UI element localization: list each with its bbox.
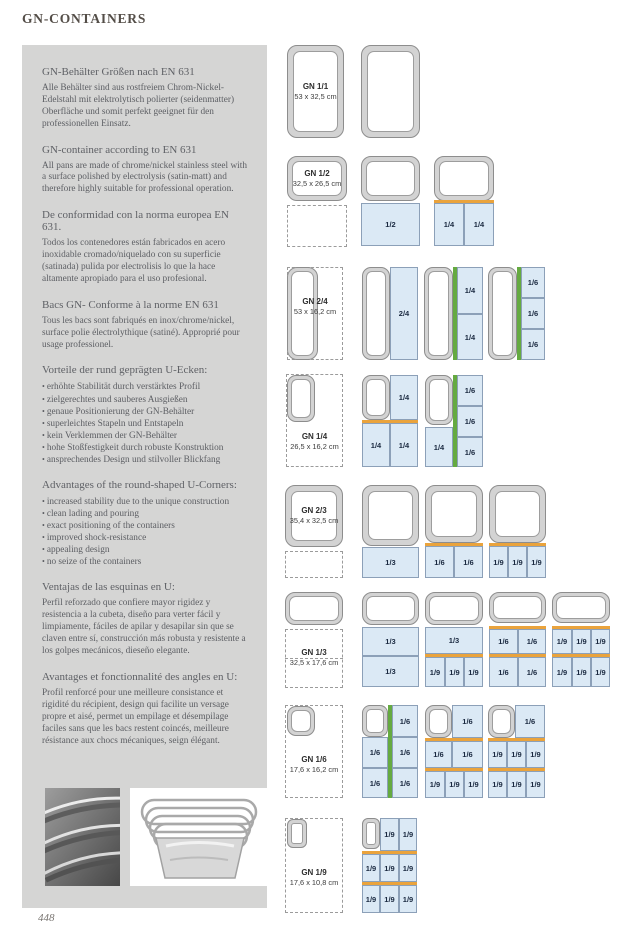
sidebar-heading: Bacs GN- Conforme à la norme EN 631 — [42, 298, 219, 311]
divider-green — [453, 267, 457, 360]
gn-pan-opening — [493, 596, 542, 619]
sidebar-paragraph: Profil renforcé pour une meilleure consistance et rigidité du récipient, design qui facilite un versage propre et aisé, permet un empilage et désempilage faciles sans que les bacs restent coincés, meilleure résistance aux chocs mécaniques, seign élégant. — [42, 687, 229, 746]
divider-green — [453, 375, 457, 467]
sidebar-heading: Advantages of the round-shaped U-Corners: — [42, 479, 237, 492]
partition-cell: 1/6 — [452, 705, 483, 738]
gn-pan — [287, 819, 307, 848]
sidebar-heading: Vorteile der rund geprägten U-Ecken: — [42, 364, 208, 377]
gn-size-label — [288, 46, 343, 137]
gn-size-name: GN 1/9 — [301, 868, 327, 877]
sidebar-bullet: • appealing design — [42, 544, 250, 556]
gn-size-dimensions: 32,5 x 17,6 cm — [289, 658, 339, 667]
gn-pan — [425, 705, 452, 738]
gn-size-dimensions: 17,6 x 16,2 cm — [289, 765, 339, 774]
gn-pan — [489, 592, 546, 623]
gn-size-label — [285, 868, 343, 887]
gn-pan — [287, 706, 315, 736]
gn-pan-opening — [429, 379, 449, 421]
gn-size-name: GN 2/4 — [302, 297, 328, 306]
gn-size-name: GN 1/3 — [301, 648, 327, 657]
gn-pan-opening — [439, 161, 489, 196]
partition-cell: 1/9 — [380, 818, 399, 851]
partition-cell: 1/6 — [521, 267, 545, 298]
gn-size-dimensions: 32,5 x 26,5 cm — [292, 178, 342, 188]
divider-orange — [434, 200, 494, 203]
partition-cell: 1/6 — [457, 437, 483, 467]
gn-pan — [362, 267, 390, 360]
partition-cell: 1/6 — [425, 741, 452, 768]
gn-pan-opening — [429, 709, 448, 734]
divider-orange — [425, 654, 483, 657]
partition-cell: 1/6 — [521, 298, 545, 329]
partition-cell: 1/6 — [454, 546, 483, 578]
gn-pan-opening — [368, 491, 413, 540]
sidebar-bullet: • erhöhte Stabilität durch verstärktes Profil — [42, 381, 250, 393]
partition-cell: 1/9 — [399, 885, 417, 913]
sidebar-bullet: • increased stability due to the unique construction — [42, 496, 250, 508]
partition-cell: 1/3 — [362, 627, 419, 656]
partition-cell: 1/4 — [390, 375, 418, 420]
partition-cell: 1/4 — [362, 423, 390, 467]
divider-orange — [425, 768, 483, 771]
partition-cell: 1/6 — [521, 329, 545, 360]
partition-cell: 1/3 — [425, 627, 483, 654]
sidebar-bullet: • superleichtes Stapeln und Entstapeln — [42, 418, 250, 430]
sidebar-paragraph: Alle Behälter sind aus rostfreiem Chrom-Nickel-Edelstahl mit elektrolytisch polierter (seidenmatter) Oberfläche und somit perfekt geeignet für den professionellen Einsatz. — [42, 83, 235, 129]
gn-pan — [489, 485, 546, 543]
sidebar-heading: De conformidad con la norma europea EN 631. — [42, 209, 229, 234]
gn-pan — [361, 156, 420, 201]
sidebar-paragraph: Perfil reforzado que confiere mayor rigidez y resistencia a la cubeta, diseño para verter fácil y limpiamente, fáciles de apilar y desapilar sin que se claven entre sí, construcción más robusta y resistente a los golpes mecánicos, dieseño elegante. — [42, 598, 246, 657]
partition-cell: 1/9 — [526, 741, 545, 768]
gn-size-label — [288, 157, 346, 200]
partition-cell: 1/9 — [572, 629, 591, 654]
gn-size-name: GN 1/1 — [302, 81, 329, 91]
partition-cell: 1/9 — [527, 546, 546, 578]
gn-size-name: GN 1/4 — [301, 432, 328, 441]
sidebar-heading: GN-container according to EN 631 — [42, 143, 197, 156]
gn-size-name: GN 2/3 — [301, 506, 327, 516]
partition-cell: 1/9 — [362, 854, 380, 882]
gn-pan — [488, 267, 517, 360]
gn-pan — [362, 818, 380, 849]
partition-cell: 1/6 — [515, 705, 545, 738]
gn-outline-dashed — [285, 551, 343, 578]
divider-orange — [488, 768, 545, 771]
partition-cell: 1/9 — [488, 771, 507, 798]
partition-cell: 1/9 — [380, 885, 399, 913]
partition-cell: 1/6 — [362, 768, 388, 798]
gn-pan-opening — [291, 823, 303, 844]
gn-size-label — [285, 755, 343, 774]
gn-pan-opening — [495, 491, 540, 537]
partition-cell: 1/9 — [552, 657, 572, 687]
gn-pan-opening — [291, 379, 311, 418]
gn-pan-opening — [366, 709, 384, 733]
gn-pan — [434, 156, 494, 201]
gn-outline-dashed — [287, 205, 347, 247]
gn-pan — [552, 592, 610, 623]
gn-size-dimensions: 26,5 x 16,2 cm — [290, 442, 339, 451]
gn-size-dimensions: 35,4 x 32,5 cm — [289, 516, 339, 526]
partition-cell: 1/9 — [488, 741, 507, 768]
page-number: 448 — [38, 912, 55, 924]
partition-cell: 1/9 — [552, 629, 572, 654]
gn-pan — [362, 375, 390, 420]
sidebar-paragraph: Todos los contenedores están fabricados en acero inoxidable cromado/niquelado con su superficie (satinada) pulida por electrolisis lo que la hace altamente apropiado para el uso profesional. — [42, 238, 226, 284]
gn-size-dimensions: 53 x 16,2 cm — [293, 307, 337, 316]
sidebar-bullet: • hohe Stoßfestigkeit durch robuste Konstruktion — [42, 442, 250, 454]
divider-orange — [489, 654, 546, 657]
divider-orange — [362, 420, 418, 423]
gn-pan — [425, 375, 453, 425]
divider-orange — [362, 851, 417, 854]
partition-cell: 1/9 — [399, 818, 417, 851]
sidebar-bullet: • no seize of the containers — [42, 556, 250, 568]
partition-cell: 1/9 — [425, 771, 445, 798]
partition-cell: 1/9 — [526, 771, 545, 798]
partition-cell: 1/2 — [361, 203, 420, 246]
partition-cell: 1/9 — [464, 657, 483, 687]
partition-cell: 1/9 — [445, 657, 464, 687]
partition-cell: 2/4 — [390, 267, 418, 360]
partition-cell: 1/6 — [489, 657, 518, 687]
gn-pan — [285, 485, 343, 547]
gn-pan-opening — [289, 596, 339, 621]
gn-pan — [287, 156, 347, 201]
sidebar-bullet: • kein Verklemmen der GN-Behälter — [42, 430, 250, 442]
gn-size-label — [286, 432, 343, 451]
gn-size-dimensions: 17,6 x 10,8 cm — [289, 878, 339, 887]
divider-orange — [362, 882, 417, 885]
divider-orange — [425, 738, 483, 741]
gn-pan — [424, 267, 453, 360]
partition-cell: 1/4 — [457, 314, 483, 360]
partition-cell: 1/4 — [425, 427, 453, 467]
sidebar-bullet: • exact positioning of the containers — [42, 520, 250, 532]
gn-pan-opening — [366, 822, 376, 845]
partition-cell: 1/9 — [507, 771, 526, 798]
partition-cell: 1/6 — [392, 737, 418, 768]
partition-cell: 1/9 — [464, 771, 483, 798]
partition-cell: 1/3 — [362, 656, 419, 687]
gn-pan — [362, 485, 419, 546]
partition-cell: 1/6 — [425, 546, 454, 578]
gn-pan — [287, 375, 315, 422]
partition-cell: 1/9 — [572, 657, 591, 687]
gn-pan-opening — [431, 491, 477, 537]
gn-size-dimensions: 53 x 32,5 cm — [294, 91, 337, 101]
gn-pan-opening — [492, 271, 513, 356]
gn-pan — [361, 45, 420, 138]
partition-cell: 1/4 — [434, 203, 464, 246]
sidebar-bullet: • improved shock-resistance — [42, 532, 250, 544]
divider-orange — [488, 738, 545, 741]
gn-pan-opening — [367, 51, 414, 132]
divider-orange — [425, 543, 483, 546]
gn-pan-opening — [428, 271, 449, 356]
divider-orange — [552, 626, 610, 629]
sidebar-heading: GN-Behälter Größen nach EN 631 — [42, 66, 195, 78]
sidebar-heading: Avantages et fonctionnalité des angles en U: — [42, 670, 238, 683]
partition-cell: 1/9 — [362, 885, 380, 913]
partition-cell: 1/6 — [518, 657, 546, 687]
partition-cell: 1/9 — [489, 546, 508, 578]
partition-cell: 1/6 — [392, 768, 418, 798]
sidebar-paragraph: All pans are made of chrome/nickel stainless steel with a surface polished by electrolysis (satin-matt) and therefore highly suitable for professional operation. — [42, 160, 247, 195]
gn-pan — [425, 485, 483, 543]
partition-cell: 1/3 — [362, 547, 419, 578]
partition-cell: 1/9 — [445, 771, 464, 798]
gn-size-name: GN 1/2 — [304, 168, 330, 178]
partition-cell: 1/6 — [362, 737, 388, 768]
partition-cell: 1/9 — [507, 741, 526, 768]
sidebar-heading: Ventajas de las esquinas en U: — [42, 581, 175, 594]
partition-cell: 1/4 — [457, 267, 483, 314]
divider-orange — [489, 543, 546, 546]
partition-cell: 1/6 — [457, 406, 483, 437]
gn-pan — [362, 592, 419, 625]
gn-pan-opening — [366, 379, 386, 416]
page-title: GN-CONTAINERS — [22, 11, 147, 26]
divider-green — [517, 267, 521, 360]
gn-pan-opening — [492, 709, 511, 734]
divider-orange — [489, 626, 546, 629]
gn-pan-opening — [366, 596, 415, 621]
gn-pan — [488, 705, 515, 738]
partition-cell: 1/6 — [392, 705, 418, 737]
sidebar-bullet: • clean lading and pouring — [42, 508, 250, 520]
partition-cell: 1/6 — [452, 741, 483, 768]
partition-cell: 1/4 — [390, 423, 418, 467]
gn-size-name: GN 1/6 — [301, 755, 327, 764]
gn-pan — [285, 592, 343, 625]
partition-cell: 1/9 — [425, 657, 445, 687]
gn-size-label — [286, 486, 342, 546]
partition-cell: 1/9 — [591, 657, 610, 687]
partition-cell: 1/9 — [399, 854, 417, 882]
sidebar-paragraph: Tous les bacs sont fabriqués en inox/chrome/nickel, surface polie électrolythique (satiné). Approprié pour usage professionel. — [42, 315, 240, 350]
gn-pan-opening — [366, 161, 415, 196]
sidebar-bullet: • ansprechendes Design und stilvoller Blickfang — [42, 454, 250, 466]
gn-pan — [362, 705, 388, 737]
gn-pan-opening — [366, 271, 386, 356]
partition-cell: 1/6 — [489, 629, 518, 654]
divider-orange — [552, 654, 610, 657]
gn-pan — [425, 592, 483, 625]
sidebar-bullet: • genaue Positionierung der GN-Behälter — [42, 406, 250, 418]
gn-pan-opening — [291, 710, 311, 732]
gn-pan-opening — [556, 596, 606, 619]
sidebar-bullet: • zielgerechtes und sauberes Ausgießen — [42, 394, 250, 406]
gn-size-label — [287, 297, 343, 316]
partition-cell: 1/6 — [457, 375, 483, 406]
partition-cell: 1/9 — [591, 629, 610, 654]
gn-size-label — [285, 648, 343, 667]
gn-pan — [287, 45, 344, 138]
partition-cell: 1/4 — [464, 203, 494, 246]
partition-cell: 1/9 — [508, 546, 527, 578]
divider-green — [388, 705, 392, 798]
partition-cell: 1/6 — [518, 629, 546, 654]
gn-pan-opening — [429, 596, 479, 621]
partition-cell: 1/9 — [380, 854, 399, 882]
